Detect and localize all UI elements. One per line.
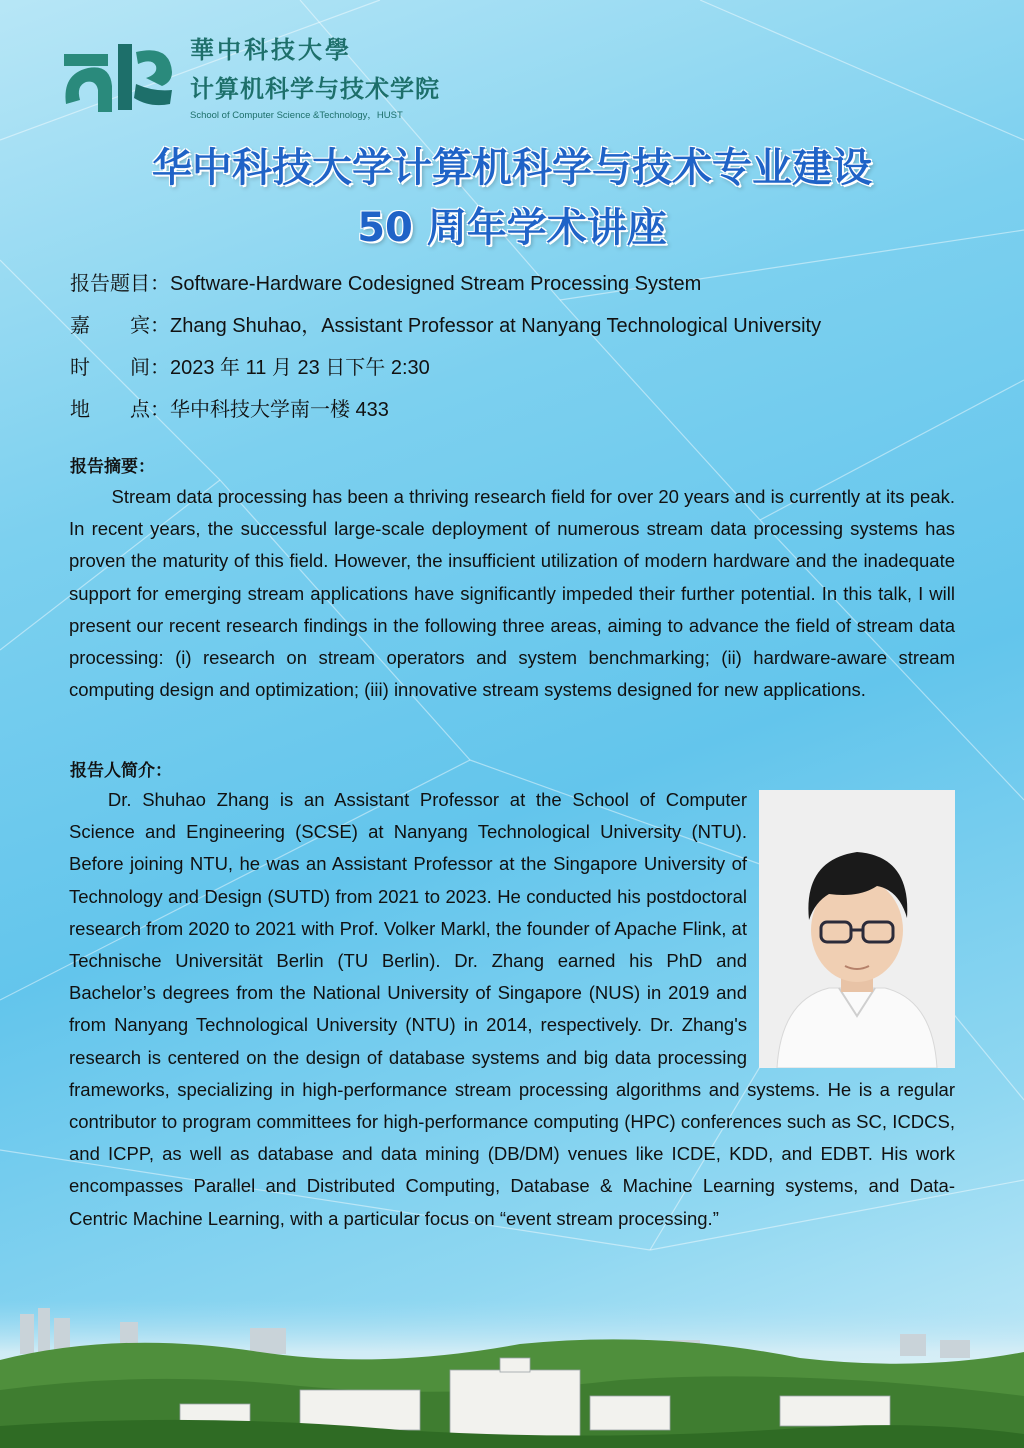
campus-panorama-image <box>0 1300 1024 1448</box>
abstract-text: Stream data processing has been a thriving research field for over 20 years and is currently at its peak. In recent years, the successful large-scale deployment of numerous stream data processing systems has proven the maturity of this field. However, the insufficient utilization of modern hardware and the inadequate support for emerging stream applications have significantly impeded their further potential. In this talk, I will present our recent research findings in the following three areas, aiming to advance the field of stream data processing: (i) research on stream operators and system benchmarking; (ii) hardware-aware stream computing design and optimization; (iii) innovative stream systems designed for new applications. <box>69 486 955 701</box>
info-label: 报告题目： <box>70 273 170 295</box>
info-label: 时 间： <box>70 357 170 379</box>
info-value: 华中科技大学南一楼 433 <box>170 399 389 421</box>
university-name: 華中科技大學 <box>190 35 352 64</box>
title-line-1: 华中科技大学计算机科学与技术专业建设 <box>152 145 872 191</box>
bio-text: Dr. Shuhao Zhang is an Assistant Professor at the School of Computer Science and Engineering (SCSE) at Nanyang Technological University (NTU). Before joining NTU, he was an Assistant Professor at the Singapore University of Technology and Design (SUTD) from 2021 to 2023. He conducted his postdoctoral research from 2020 to 2021 with Prof. Volker Markl, the founder of Apache Flink, at Technische Universität Berlin (TU Berlin). Dr. Zhang earned his PhD and Bachelor’s degrees from the National University of Singapore (NUS) in 2019 and from Nanyang Technological University (NTU) in 2014, respectively. Dr. Zhang's research is centered on the design of database systems and big data processing frameworks, specializing in high-performance stream processing algorithms and systems. He is a regular contributor to program committees for high-performance computing (HPC) conferences such as SC, ICDCS, and ICPP, as well as database and data mining (DB/DM) venues like ICDE, KDD, and EDBT. His work encompasses Parallel and Distributed Computing, Database & Machine Learning systems, and Data-Centric Machine Learning, with a particular focus on “event stream processing.” <box>69 789 955 1229</box>
info-value: Software-Hardware Codesigned Stream Processing System <box>170 273 702 295</box>
info-label: 嘉 宾： <box>70 315 170 337</box>
info-label: 地 点： <box>70 399 170 421</box>
info-row-speaker <box>70 310 821 352</box>
lecture-info <box>70 268 821 436</box>
title-line-2: 50 周年学术讲座 <box>357 205 667 251</box>
bio-section <box>69 784 955 1235</box>
abstract-heading: 报告摘要： <box>70 457 155 476</box>
info-value: 2023 年 11 月 23 日下午 2:30 <box>170 357 430 379</box>
info-row-topic <box>70 268 821 310</box>
school-name-en: School of Computer Science &Technology，HUST <box>190 110 403 121</box>
school-name-cn: 计算机科学与技术学院 <box>190 76 440 103</box>
bio-heading: 报告人简介： <box>70 761 172 780</box>
lecture-title <box>0 140 1024 256</box>
speaker-photo <box>759 790 955 1068</box>
school-logo-icon <box>58 34 176 118</box>
info-value: Zhang Shuhao，Assistant Professor at Nanyang Technological University <box>170 315 822 337</box>
info-row-location <box>70 394 821 436</box>
school-logo-block <box>58 30 440 121</box>
info-row-time <box>70 352 821 394</box>
